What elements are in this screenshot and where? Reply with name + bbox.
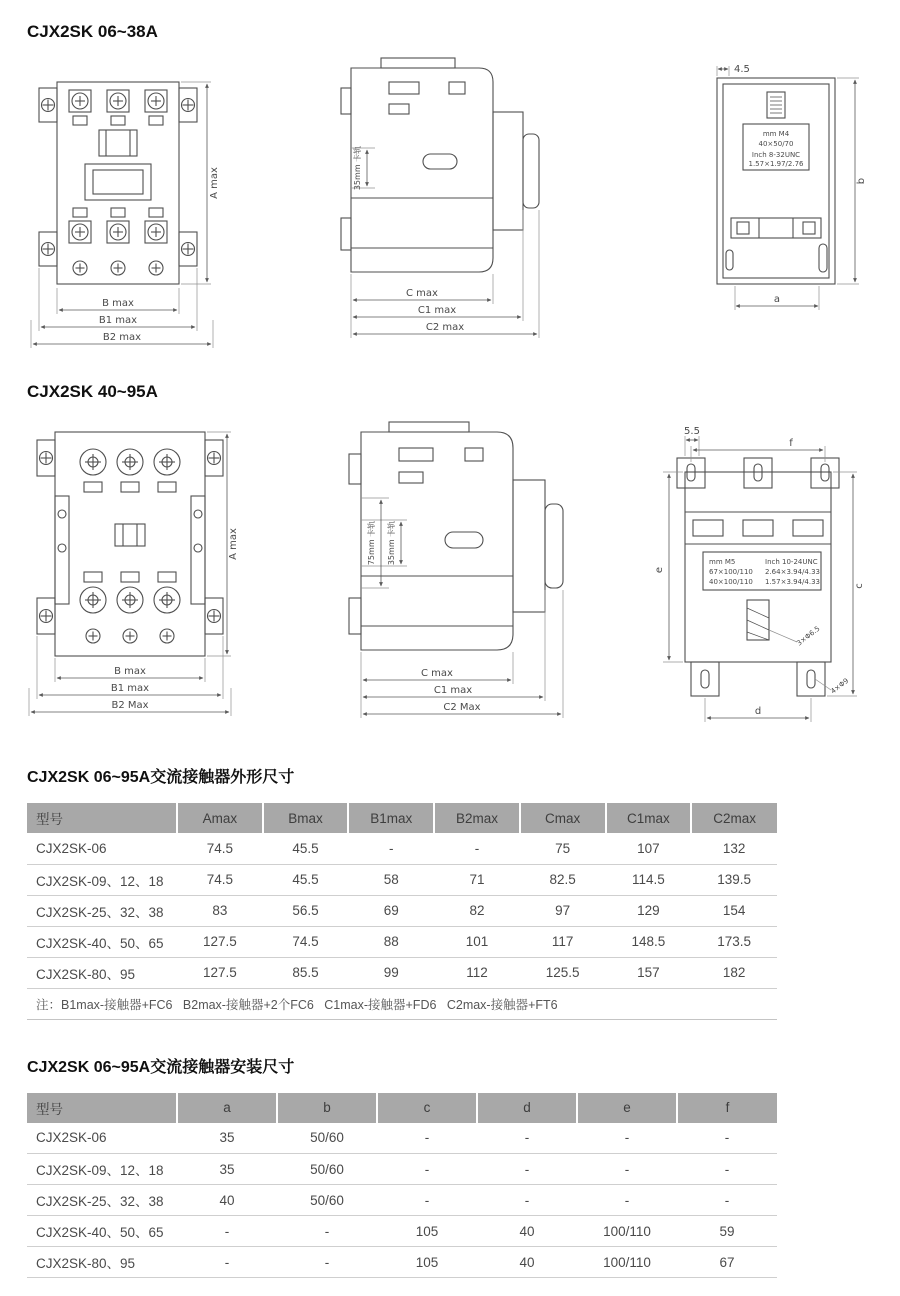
cell: 117 bbox=[520, 926, 606, 957]
cell: 105 bbox=[377, 1247, 477, 1278]
mounting-dimensions-table bbox=[27, 1093, 777, 1279]
cell: 154 bbox=[691, 895, 777, 926]
cell: - bbox=[177, 1216, 277, 1247]
cell: 67 bbox=[677, 1247, 777, 1278]
cell: 56.5 bbox=[263, 895, 349, 926]
cell: 82.5 bbox=[520, 864, 606, 895]
cell: 35 bbox=[177, 1154, 277, 1185]
cell: 127.5 bbox=[177, 926, 263, 957]
dim-label-b2-max: B2 max bbox=[102, 332, 142, 343]
dim-label-rail-35: 35mm 卡轨 bbox=[387, 520, 396, 566]
header-cell: d bbox=[477, 1093, 577, 1123]
cell: 100/110 bbox=[577, 1247, 677, 1278]
dim-label-a-max: A max bbox=[209, 167, 220, 199]
cell: - bbox=[348, 833, 434, 864]
header-cell: B2max bbox=[434, 803, 520, 833]
header-cell: B1max bbox=[348, 803, 434, 833]
header-cell: e bbox=[577, 1093, 677, 1123]
header-cell: C2max bbox=[691, 803, 777, 833]
cell: - bbox=[577, 1154, 677, 1185]
header-row bbox=[27, 1093, 777, 1123]
dim-label-c2-max: C2 max bbox=[425, 322, 465, 333]
cell: 74.5 bbox=[263, 926, 349, 957]
cell: 125.5 bbox=[520, 957, 606, 988]
front-view-large-drawing bbox=[27, 416, 239, 722]
cell: - bbox=[277, 1216, 377, 1247]
dim-label-c: c bbox=[854, 583, 865, 589]
extension-lines bbox=[663, 436, 857, 722]
header-row bbox=[27, 803, 777, 833]
dim-label-rail-35: 35mm 卡轨 bbox=[353, 145, 362, 191]
header-cell: Cmax bbox=[520, 803, 606, 833]
header-cell: f bbox=[677, 1093, 777, 1123]
mounting-note-inch-1: Inch 8-32UNC bbox=[751, 151, 801, 159]
dim-label-rail-75: 75mm 卡轨 bbox=[367, 520, 376, 566]
contactor-front-outline-large bbox=[37, 432, 223, 656]
dim-label-b1-max: B1 max bbox=[98, 315, 138, 326]
cell: 148.5 bbox=[606, 926, 692, 957]
cell: 50/60 bbox=[277, 1154, 377, 1185]
dim-label-c-max: C max bbox=[421, 668, 453, 679]
cell-model: CJX2SK-80、95 bbox=[27, 1247, 177, 1278]
cell: 112 bbox=[434, 957, 520, 988]
cell-model: CJX2SK-06 bbox=[27, 833, 177, 864]
contactor-front-outline-small bbox=[39, 82, 197, 284]
cell: - bbox=[377, 1154, 477, 1185]
side-view-small-drawing bbox=[289, 56, 567, 342]
cell: 107 bbox=[606, 833, 692, 864]
cell-model: CJX2SK-40、50、65 bbox=[27, 926, 177, 957]
table-row bbox=[27, 895, 777, 926]
cell: - bbox=[477, 1123, 577, 1154]
cell: 45.5 bbox=[263, 833, 349, 864]
cell: - bbox=[577, 1185, 677, 1216]
cell: 45.5 bbox=[263, 864, 349, 895]
cell: 85.5 bbox=[263, 957, 349, 988]
dim-label-c2-max: C2 Max bbox=[443, 702, 481, 713]
contactor-rear-outline-small bbox=[717, 78, 835, 284]
table-row bbox=[27, 1123, 777, 1154]
cell: 88 bbox=[348, 926, 434, 957]
table-row bbox=[27, 1247, 777, 1278]
cell-model: CJX2SK-06 bbox=[27, 1123, 177, 1154]
dim-label-c1-max: C1 max bbox=[417, 305, 457, 316]
cell: 100/110 bbox=[577, 1216, 677, 1247]
cell: - bbox=[377, 1185, 477, 1216]
cell: 105 bbox=[377, 1216, 477, 1247]
cell: 83 bbox=[177, 895, 263, 926]
cell: - bbox=[477, 1154, 577, 1185]
hole-callout-4xd9: 4×Φ9 bbox=[829, 676, 851, 696]
cell-model: CJX2SK-40、50、65 bbox=[27, 1216, 177, 1247]
note-row bbox=[27, 988, 777, 1019]
section-title-small-range: CJX2SK 06~38A bbox=[27, 22, 158, 41]
section-title-large-range: CJX2SK 40~95A bbox=[27, 382, 158, 401]
cell: - bbox=[677, 1123, 777, 1154]
cell: - bbox=[577, 1123, 677, 1154]
cell: 40 bbox=[477, 1247, 577, 1278]
header-cell: b bbox=[277, 1093, 377, 1123]
cell: 173.5 bbox=[691, 926, 777, 957]
header-cell: a bbox=[177, 1093, 277, 1123]
cell: 74.5 bbox=[177, 864, 263, 895]
rear-view-large-drawing bbox=[651, 424, 869, 730]
mounting-note-inch-1: Inch 10-24UNC bbox=[765, 558, 818, 566]
table-row bbox=[27, 1154, 777, 1185]
dim-label-5-5: 5.5 bbox=[684, 426, 700, 437]
cell: 99 bbox=[348, 957, 434, 988]
mounting-dimensions-title: CJX2SK 06~95A交流接触器安装尺寸 bbox=[27, 1058, 295, 1076]
drawings-large-range bbox=[27, 416, 873, 730]
dim-label-a-max: A max bbox=[228, 528, 239, 560]
table-row bbox=[27, 1185, 777, 1216]
header-cell-model: 型号 bbox=[27, 1093, 177, 1123]
dim-label-b-max: B max bbox=[114, 666, 146, 677]
cell: - bbox=[434, 833, 520, 864]
header-cell: c bbox=[377, 1093, 477, 1123]
header-cell: C1max bbox=[606, 803, 692, 833]
cell: 101 bbox=[434, 926, 520, 957]
cell: 50/60 bbox=[277, 1185, 377, 1216]
dim-label-4-5: 4.5 bbox=[734, 64, 750, 75]
cell: 97 bbox=[520, 895, 606, 926]
dim-label-e: e bbox=[654, 566, 665, 574]
contactor-rear-outline-large bbox=[677, 458, 839, 696]
dim-label-c-max: C max bbox=[406, 288, 438, 299]
mounting-note-metric-1: mm M4 bbox=[762, 130, 790, 138]
table-row bbox=[27, 1216, 777, 1247]
extension-lines bbox=[717, 66, 859, 310]
cell: 59 bbox=[677, 1216, 777, 1247]
table-row bbox=[27, 957, 777, 988]
dim-label-b-max: B max bbox=[102, 298, 134, 309]
cell: - bbox=[477, 1185, 577, 1216]
mounting-note-metric-2: 67×100/110 bbox=[709, 568, 753, 576]
cell: 50/60 bbox=[277, 1123, 377, 1154]
cell: - bbox=[277, 1247, 377, 1278]
dim-label-c1-max: C1 max bbox=[433, 685, 473, 696]
dim-label-d: d bbox=[754, 706, 762, 717]
cell: 74.5 bbox=[177, 833, 263, 864]
header-cell: Bmax bbox=[263, 803, 349, 833]
dim-label-b1-max: B1 max bbox=[110, 683, 150, 694]
cell: - bbox=[377, 1123, 477, 1154]
side-view-large-drawing bbox=[293, 420, 601, 726]
cell-model: CJX2SK-25、32、38 bbox=[27, 1185, 177, 1216]
dim-label-f: f bbox=[789, 438, 793, 449]
outline-dimensions-title: CJX2SK 06~95A交流接触器外形尺寸 bbox=[27, 769, 295, 786]
table-note: 注：B1max-接触器+FC6 B2max-接触器+2个FC6 C1max-接触器+FD6 C2max-接触器+FT6 bbox=[27, 988, 777, 1019]
cell: 82 bbox=[434, 895, 520, 926]
cell: 132 bbox=[691, 833, 777, 864]
dim-label-b: b bbox=[856, 177, 867, 185]
cell: - bbox=[177, 1247, 277, 1278]
cell: 127.5 bbox=[177, 957, 263, 988]
cell: 182 bbox=[691, 957, 777, 988]
header-cell: Amax bbox=[177, 803, 263, 833]
front-view-small-drawing bbox=[27, 68, 223, 354]
table-row bbox=[27, 833, 777, 864]
cell: 69 bbox=[348, 895, 434, 926]
mounting-note-metric-1: mm M5 bbox=[709, 558, 736, 566]
cell-model: CJX2SK-09、12、18 bbox=[27, 1154, 177, 1185]
mounting-note-metric-2: 40×50/70 bbox=[758, 140, 794, 148]
cell: 35 bbox=[177, 1123, 277, 1154]
cell: - bbox=[677, 1185, 777, 1216]
hole-callout-3xd6-5: 3×Φ6.5 bbox=[795, 624, 822, 648]
table-row bbox=[27, 926, 777, 957]
dim-label-a: a bbox=[773, 294, 781, 305]
cell-model: CJX2SK-09、12、18 bbox=[27, 864, 177, 895]
cell: 129 bbox=[606, 895, 692, 926]
cell: 58 bbox=[348, 864, 434, 895]
cell: 114.5 bbox=[606, 864, 692, 895]
mounting-note-inch-2: 2.64×3.94/4.33 bbox=[765, 568, 820, 576]
cell: 40 bbox=[177, 1185, 277, 1216]
cell: - bbox=[677, 1154, 777, 1185]
outline-dimensions-table bbox=[27, 803, 777, 1020]
cell: 75 bbox=[520, 833, 606, 864]
rear-view-small-drawing bbox=[687, 62, 869, 320]
table-row bbox=[27, 864, 777, 895]
drawings-small-range bbox=[27, 56, 873, 354]
dim-label-b2-max: B2 Max bbox=[111, 700, 149, 711]
mounting-note-inch-2: 1.57×1.97/2.76 bbox=[748, 160, 804, 168]
cell: 71 bbox=[434, 864, 520, 895]
cell: 157 bbox=[606, 957, 692, 988]
contactor-side-outline-small bbox=[341, 58, 539, 272]
cell: 40 bbox=[477, 1216, 577, 1247]
mounting-note-inch-3: 1.57×3.94/4.33 bbox=[765, 578, 820, 586]
cell-model: CJX2SK-25、32、38 bbox=[27, 895, 177, 926]
mounting-note-metric-3: 40×100/110 bbox=[709, 578, 753, 586]
cell: 139.5 bbox=[691, 864, 777, 895]
header-cell-model: 型号 bbox=[27, 803, 177, 833]
cell-model: CJX2SK-80、95 bbox=[27, 957, 177, 988]
